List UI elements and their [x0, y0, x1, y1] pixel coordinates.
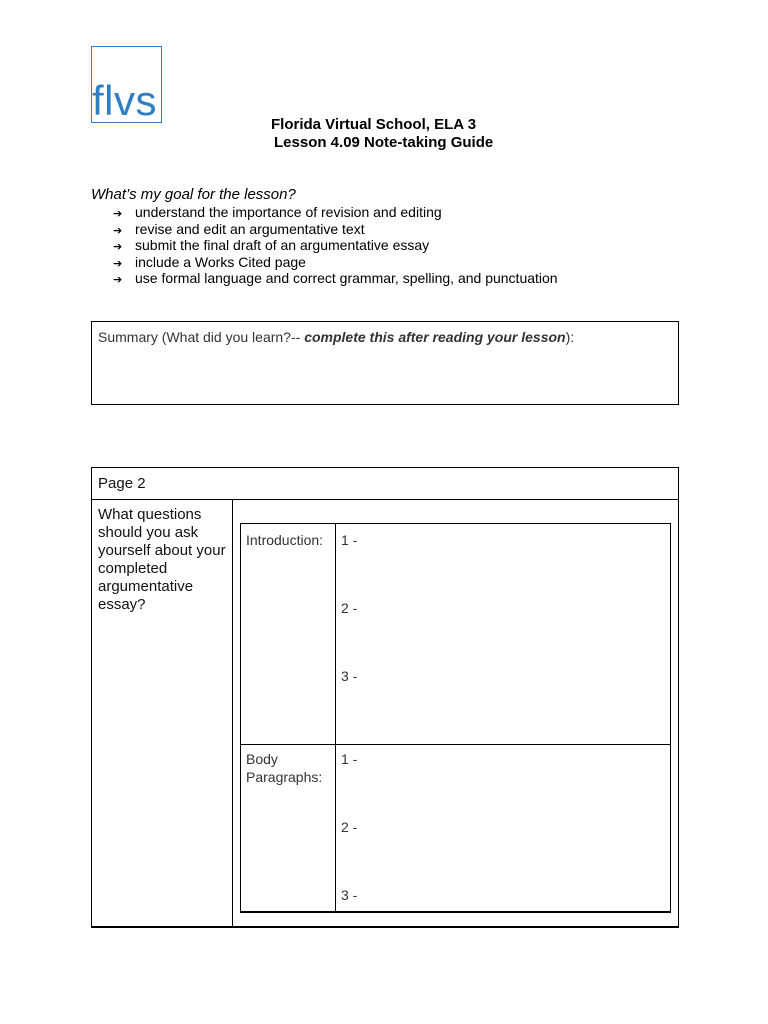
- goal-item: [113, 270, 558, 287]
- table-header: Page 2: [92, 468, 678, 500]
- goal-text: use formal language and correct grammar, spelling, and punctuation: [135, 270, 558, 286]
- arrow-bullet-icon: ➔: [113, 273, 123, 286]
- goal-item: [113, 221, 558, 238]
- answer-line: 1 -: [341, 751, 358, 767]
- answer-line: 2 -: [341, 600, 358, 616]
- document-subtitle: Lesson 4.09 Note-taking Guide: [274, 134, 494, 151]
- answer-line: 3 -: [341, 668, 358, 684]
- row-label: Introduction:: [246, 532, 324, 548]
- flvs-logo: [91, 46, 162, 123]
- goal-text: revise and edit an argumentative text: [135, 220, 365, 237]
- goal-heading: What’s my goal for the lesson?: [91, 186, 296, 203]
- goal-text: include a Works Cited page: [135, 253, 306, 270]
- summary-suffix: ):: [565, 329, 575, 345]
- summary-box: [91, 321, 679, 405]
- arrow-bullet-icon: ➔: [113, 207, 123, 220]
- answer-line: 2 -: [341, 819, 358, 835]
- arrow-bullet-icon: ➔: [113, 223, 123, 237]
- question-cell: What questions should you ask yourself about your completed argumentative essay?: [98, 506, 226, 613]
- summary-emphasis: complete this after reading your lesson: [304, 329, 566, 345]
- arrow-bullet-icon: ➔: [113, 240, 123, 253]
- page-2-table: [91, 467, 679, 928]
- answer-line: 1 -: [341, 532, 358, 548]
- introduction-row: [241, 524, 670, 745]
- answer-column: [335, 745, 670, 911]
- arrow-bullet-icon: ➔: [113, 256, 123, 270]
- answer-line: 3 -: [341, 887, 358, 903]
- goal-text: submit the final draft of an argumentative essay: [135, 237, 430, 253]
- goal-item: [113, 237, 558, 254]
- body-paragraphs-row: [241, 745, 670, 911]
- goal-text: understand the importance of revision and editing: [135, 204, 442, 220]
- summary-prefix: Summary (What did you learn?--: [98, 329, 305, 345]
- column-divider: [232, 500, 233, 926]
- document-title: Florida Virtual School, ELA 3: [271, 116, 477, 133]
- goal-item: [113, 254, 558, 271]
- logo-text: flvs: [92, 77, 157, 124]
- revision-questions-table: [240, 523, 671, 913]
- goal-list: [113, 204, 558, 287]
- answer-column: [335, 524, 670, 744]
- goal-item: [113, 204, 558, 221]
- row-label: Body Paragraphs:: [246, 751, 323, 785]
